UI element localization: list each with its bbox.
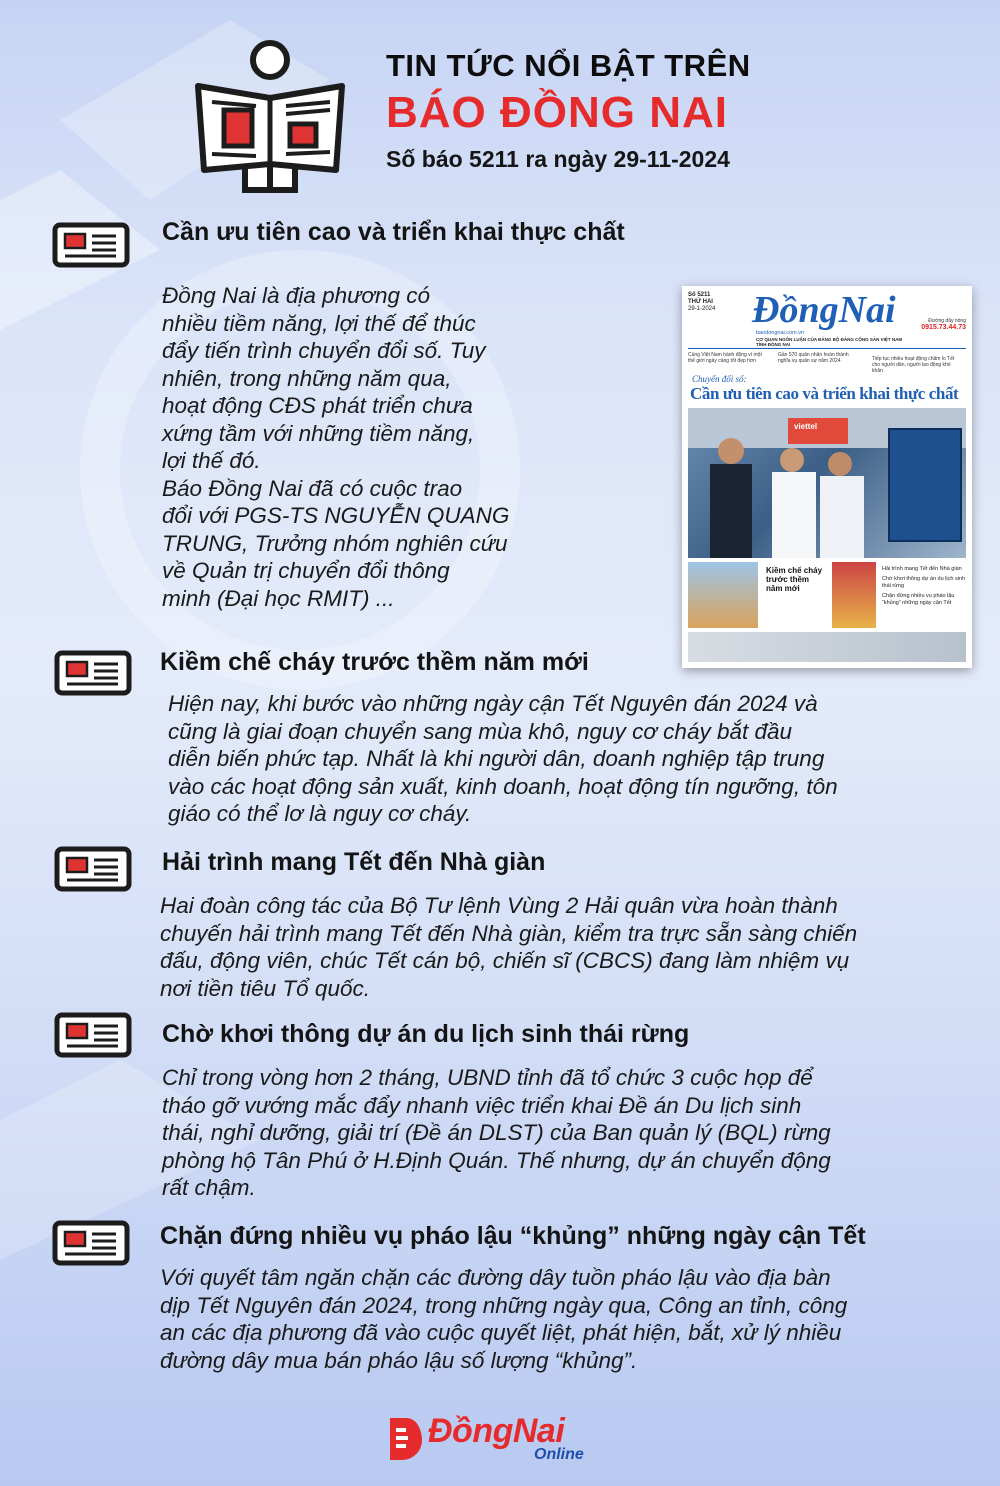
- paper-teaser-2: Gần 570 quân nhân hoàn thành nghĩa vụ quân sự năm 2024: [778, 352, 849, 364]
- summary-line: vào các hoạt động sản xuất, kinh doanh, hoạt động tín ngưỡng, tôn: [168, 773, 838, 799]
- article-4-summary: [162, 1064, 982, 1202]
- paper-photo-side: [832, 562, 876, 628]
- summary-line: minh (Đại học RMIT) ...: [162, 585, 395, 611]
- paper-photo-sign: viettel: [794, 422, 818, 431]
- header: [386, 48, 751, 173]
- summary-line: giáo có thể lơ là nguy cơ cháy.: [168, 801, 472, 826]
- paper-issue-block: Số 5211 THỨ HAI 29-1-2024: [688, 292, 716, 312]
- paper-teaser-3: Tiếp tục nhiều hoạt động chăm lo Tết cho người dân, người lao động khó khăn: [872, 356, 955, 374]
- header-publication: BÁO ĐỒNG NAI: [386, 88, 728, 137]
- summary-line: về Quản trị chuyển đổi thông: [162, 558, 450, 583]
- summary-line: thái, nghỉ dưỡng, giải trí (Đề án DLST) của Ban quản lý (BQL) rừng: [162, 1120, 831, 1145]
- summary-line: Báo Đồng Nai đã có cuộc trao: [162, 475, 463, 501]
- summary-line: an các địa phương đã vào cuộc quyết liệt, phát hiện, bắt, xử lý nhiều: [160, 1320, 842, 1345]
- paper-sub-headline: Kiềm chế cháy trước thềm năm mới: [766, 566, 823, 593]
- paper-headline: Cần ưu tiên cao và triển khai thực chất: [690, 384, 959, 403]
- paper-main-photo: [688, 408, 966, 558]
- summary-line: Chỉ trong vòng hơn 2 tháng, UBND tỉnh đã tổ chức 3 cuộc họp để: [162, 1065, 813, 1090]
- newspaper-icon: [54, 1012, 132, 1058]
- summary-line: xứng tầm với những tiềm năng,: [162, 420, 475, 446]
- logo-mark-icon: [384, 1414, 424, 1464]
- newspaper-icon: [52, 1220, 130, 1266]
- summary-line: nơi tiền tiêu Tổ quốc.: [160, 975, 370, 1001]
- summary-line: Hai đoàn công tác của Bộ Tư lệnh Vùng 2 Hải quân vừa hoàn thành: [160, 893, 838, 918]
- header-title: TIN TỨC NỔI BẬT TRÊN: [386, 48, 751, 83]
- paper-website: baodongnai.com.vn: [756, 330, 805, 336]
- article-5-summary: [160, 1264, 980, 1374]
- summary-line: lợi thế đó.: [162, 448, 261, 473]
- newspaper-icon: [52, 222, 130, 268]
- article-5-title[interactable]: Chặn đứng nhiều vụ pháo lậu “khủng” những ngày cận Tết: [160, 1222, 866, 1250]
- dongnai-online-logo[interactable]: [384, 1412, 624, 1472]
- summary-line: chuyến hải trình mang Tết đến Nhà giàn, kiểm tra trực sẵn sàng chiến: [160, 920, 858, 946]
- summary-line: Hiện nay, khi bước vào những ngày cận Tết Nguyên đán 2024 và: [168, 691, 818, 716]
- summary-line: đấu, động viên, chúc Tết cán bộ, chiến sĩ (CBCS) đang làm nhiệm vụ: [160, 948, 850, 973]
- newspaper-reader-icon: [190, 38, 350, 198]
- article-2-title[interactable]: Kiềm chế cháy trước thềm năm mới: [160, 648, 589, 676]
- summary-line: đổi với PGS-TS NGUYỄN QUANG: [162, 503, 510, 528]
- article-1-summary: [162, 282, 602, 612]
- paper-photo-fire: [688, 562, 758, 628]
- article-1-title[interactable]: Cần ưu tiên cao và triển khai thực chất: [162, 218, 625, 246]
- paper-masthead: ĐồngNai: [752, 289, 896, 331]
- newspaper-icon: [54, 650, 132, 696]
- logo-main-text: ĐồngNai: [428, 1412, 565, 1450]
- summary-line: tháo gỡ vướng mắc đẩy nhanh việc triển khai Đề án Du lịch sinh: [162, 1092, 802, 1118]
- summary-line: nhiều tiềm năng, lợi thế để thúc: [162, 310, 476, 336]
- paper-subtitle: CƠ QUAN NGÔN LUẬN CỦA ĐẢNG BỘ ĐẢNG CỘNG SẢN VIỆT NAM TỈNH ĐỒNG NAI: [756, 337, 903, 347]
- summary-line: đường dây mua bán pháo lậu số lượng “khủng”.: [160, 1347, 638, 1373]
- summary-line: Với quyết tâm ngăn chặn các đường dây tuồn pháo lậu vào địa bàn: [160, 1265, 831, 1290]
- summary-line: hoạt động CĐS phát triển chưa: [162, 393, 473, 418]
- article-2-summary: [168, 690, 978, 828]
- newspaper-icon: [54, 846, 132, 892]
- summary-line: phòng hộ Tân Phú ở H.Định Quán. Thế nhưng, dự án chuyển động: [162, 1147, 831, 1173]
- summary-line: diễn biến phức tạp. Nhất là khi người dân, doanh nghiệp tập trung: [168, 746, 825, 771]
- paper-side-list: Hải trình mang Tết đến Nhà giàn Chờ khơi thông dự án du lịch sinh thái rừng Chặn đứng nhiều vụ pháo lậu “khủng” những ngày cận Tết: [882, 566, 966, 606]
- article-4-title[interactable]: Chờ khơi thông dự án du lịch sinh thái rừng: [162, 1020, 690, 1048]
- summary-line: Đồng Nai là địa phương có: [162, 283, 431, 308]
- summary-line: nhiên, trong những năm qua,: [162, 365, 452, 391]
- header-issue: Số báo 5211 ra ngày 29-11-2024: [386, 146, 730, 172]
- summary-line: rất chậm.: [162, 1175, 256, 1200]
- paper-hotline: Đường dây nóng 0915.73.44.73: [921, 318, 966, 331]
- summary-line: đẩy tiến trình chuyển đổi số. Tuy: [162, 338, 486, 363]
- newspaper-front-page[interactable]: [682, 286, 972, 668]
- summary-line: dịp Tết Nguyên đán 2024, trong những ngày qua, Công an tỉnh, công: [160, 1292, 848, 1318]
- article-3-summary: [160, 892, 980, 1002]
- summary-line: TRUNG, Trưởng nhóm nghiên cứu: [162, 530, 508, 556]
- paper-teaser-1: Cùng Việt Nam hành động vì một thế giới ngày càng tốt đẹp hơn: [688, 352, 762, 364]
- summary-line: cũng là giai đoạn chuyển sang mùa khô, nguy cơ cháy bắt đầu: [168, 718, 793, 744]
- paper-kicker: Chuyển đổi số:: [692, 374, 747, 384]
- logo-sub-text: Online: [534, 1446, 584, 1463]
- article-3-title[interactable]: Hải trình mang Tết đến Nhà giàn: [162, 848, 546, 876]
